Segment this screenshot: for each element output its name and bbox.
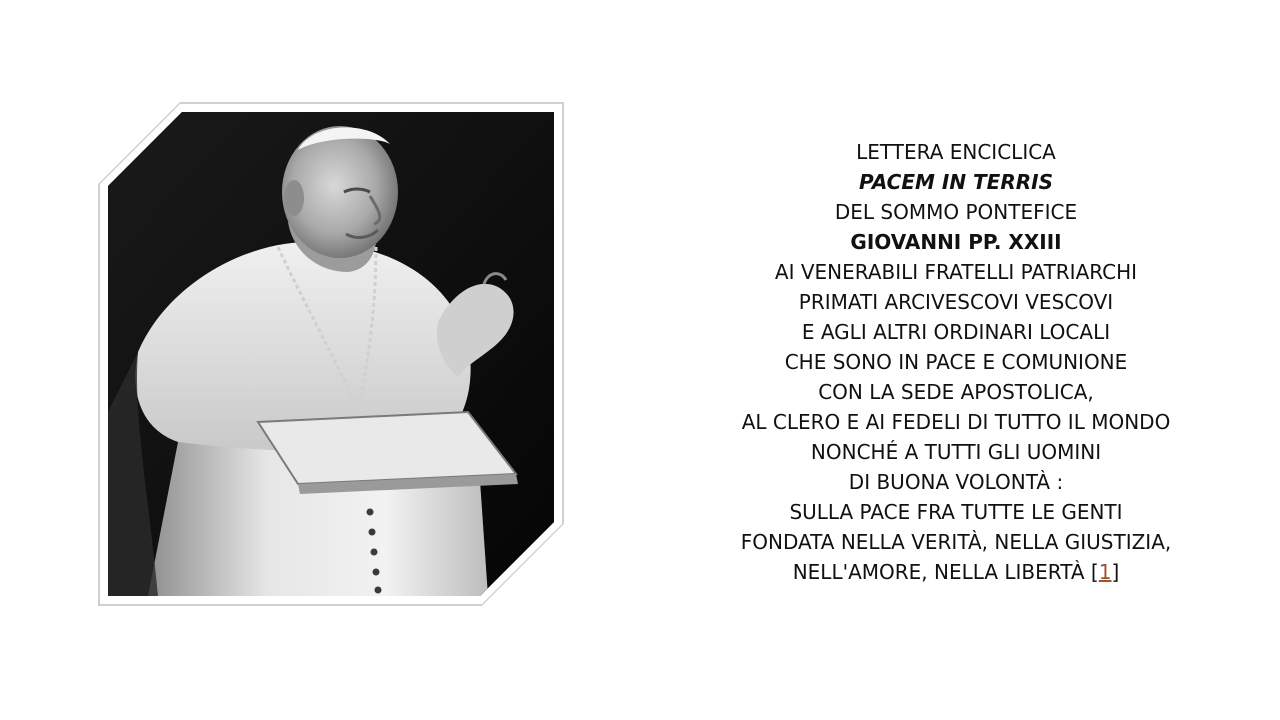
author-name: GIOVANNI PP. XXIII xyxy=(850,230,1062,254)
document-type: LETTERA ENCICLICA xyxy=(856,140,1056,164)
addressee-line: E AGLI ALTRI ORDINARI LOCALI xyxy=(801,320,1111,344)
subject-line: FONDATA NELLA VERITÀ, NELLA GIUSTIZIA, xyxy=(740,530,1172,554)
portrait-photo-frame xyxy=(98,102,564,606)
addressee-line: CHE SONO IN PACE E COMUNIONE xyxy=(784,350,1128,374)
addressee-line: CON LA SEDE APOSTOLICA, xyxy=(818,380,1094,404)
footnote-link[interactable]: 1 xyxy=(1098,560,1112,584)
portrait-photo xyxy=(108,112,554,596)
addressee-line: DI BUONA VOLONTÀ : xyxy=(848,470,1064,494)
addressee-line: AI VENERABILI FRATELLI PATRIARCHI xyxy=(774,260,1138,284)
footnote-bracket-close: ] xyxy=(1111,560,1120,584)
subject-line-final xyxy=(708,557,1204,587)
addressee-line: PRIMATI ARCIVESCOVI VESCOVI xyxy=(798,290,1114,314)
book xyxy=(258,412,516,484)
encyclical-title: PACEM IN TERRIS xyxy=(859,170,1053,194)
addressee-line: AL CLERO E AI FEDELI DI TUTTO IL MONDO xyxy=(741,410,1171,434)
encyclical-heading xyxy=(708,137,1204,587)
addressee-line: NONCHÉ A TUTTI GLI UOMINI xyxy=(810,440,1102,464)
subject-line: SULLA PACE FRA TUTTE LE GENTI xyxy=(789,500,1123,524)
subject-line-text: NELL'AMORE, NELLA LIBERTÀ [ xyxy=(792,560,1099,584)
portrait-illustration xyxy=(108,112,554,596)
author-prefix: DEL SOMMO PONTEFICE xyxy=(834,200,1078,224)
